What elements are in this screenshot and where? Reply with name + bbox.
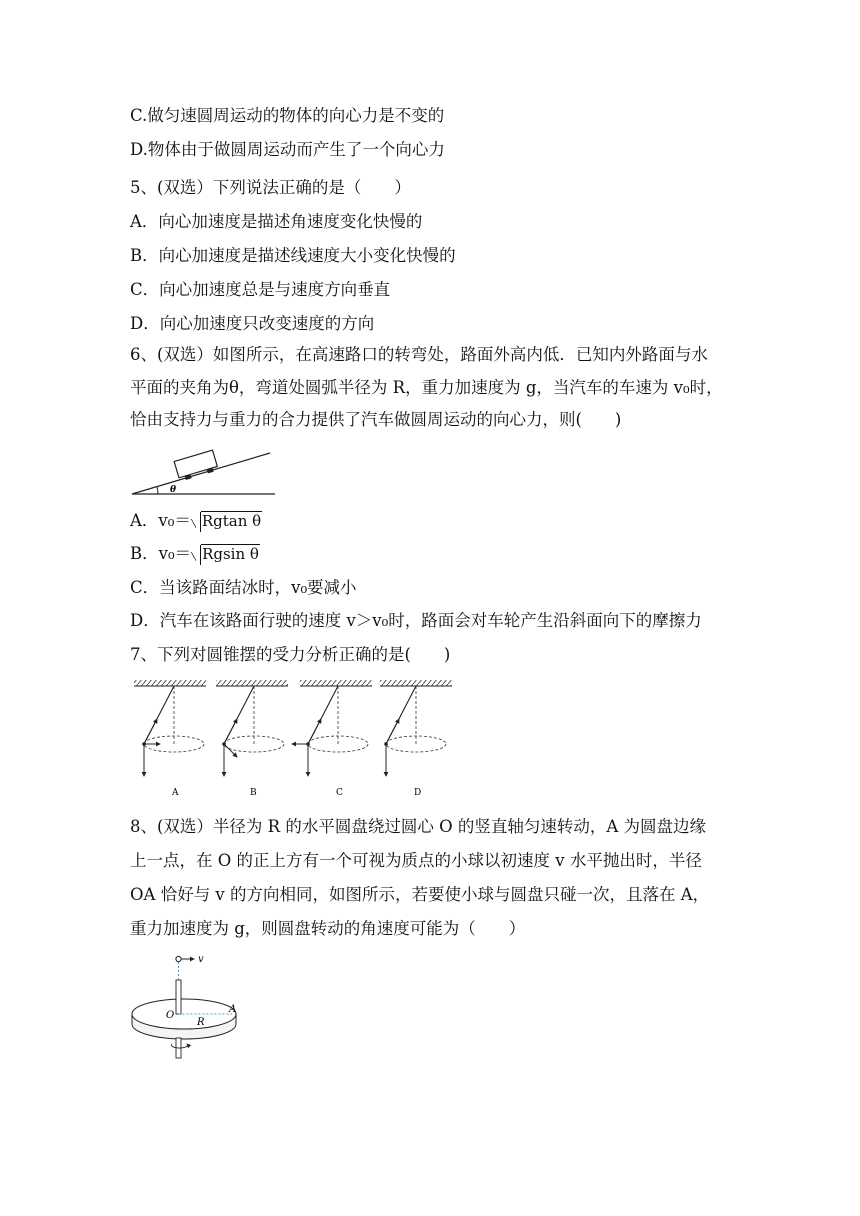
- q6-option-a-prefix: A．v₀＝: [130, 511, 191, 530]
- point-a-label: A: [229, 1004, 237, 1015]
- pendulum-figure-a: [134, 680, 206, 798]
- pendulum-figure-d: [380, 680, 452, 798]
- q6-stem-line-2: 平面的夹角为θ，弯道处圆弧半径为 R，重力加速度为 g，当汽车的车速为 v₀时，: [130, 378, 723, 397]
- conical-pendulum-figures: [128, 678, 458, 803]
- q8-stem-line-1: 8、(双选）半径为 R 的水平圆盘绕过圆心 O 的竖直轴匀速转动，A 为圆盘边缘: [130, 817, 707, 836]
- radius-label: R: [197, 1017, 205, 1028]
- q5-option-c: C．向心加速度总是与速度方向垂直: [130, 280, 391, 299]
- rotating-disc-figure: [128, 950, 248, 1062]
- q6-stem-line-1: 6、(双选）如图所示，在高速路口的转弯处，路面外高内低．已知内外路面与水: [130, 345, 708, 364]
- option-label-b: B: [250, 788, 257, 798]
- option-label-d: D: [414, 788, 422, 798]
- option-label-c: C: [336, 788, 343, 798]
- q4-option-c: C.做匀速圆周运动的物体的向心力是不变的: [130, 106, 445, 125]
- q6-option-b-prefix: B．v₀＝: [130, 544, 192, 563]
- q8-stem-line-4: 重力加速度为 g，则圆盘转动的角速度可能为（ ）: [130, 919, 526, 938]
- option-label-a: A: [172, 788, 179, 798]
- q5-option-b: B．向心加速度是描述线速度大小变化快慢的: [130, 246, 456, 265]
- q7-stem: 7、下列对圆锥摆的受力分析正确的是( ): [130, 645, 451, 664]
- q4-option-d: D.物体由于做圆周运动而产生了一个向心力: [130, 140, 445, 159]
- banked-road-figure: [130, 443, 280, 499]
- q6-option-b-radicand: Rgsin θ: [202, 545, 259, 563]
- q5-option-d: D．向心加速度只改变速度的方向: [130, 314, 375, 333]
- q5-option-a: A．向心加速度是描述角速度变化快慢的: [130, 212, 423, 231]
- q8-stem-line-3: OA 恰好与 v 的方向相同，如图所示，若要使小球与圆盘只碰一次，且落在 A，: [130, 885, 710, 904]
- q5-stem: 5、(双选）下列说法正确的是（ ）: [130, 178, 411, 197]
- q6-option-d: D．汽车在该路面行驶的速度 v＞v₀时，路面会对车轮产生沿斜面向下的摩擦力: [130, 611, 702, 630]
- pendulum-figure-c: [292, 680, 372, 798]
- q6-option-a-radicand: Rgtan θ: [201, 512, 262, 530]
- q8-stem-line-2: 上一点，在 O 的正上方有一个可视为质点的小球以初速度 v 水平抛出时，半径: [130, 851, 702, 870]
- center-label: O: [166, 1010, 175, 1021]
- sqrt-symbol: [191, 510, 262, 532]
- q6-option-c: C．当该路面结冰时，v₀要减小: [130, 578, 357, 597]
- pendulum-figure-b: [216, 680, 288, 798]
- q6-stem-line-3: 恰由支持力与重力的合力提供了汽车做圆周运动的向心力，则( ): [130, 410, 622, 429]
- velocity-label: v: [198, 954, 204, 965]
- sqrt-symbol: [191, 543, 260, 565]
- angle-label: θ: [170, 485, 177, 495]
- q6-option-b: [130, 543, 260, 565]
- q6-option-a: [130, 510, 262, 532]
